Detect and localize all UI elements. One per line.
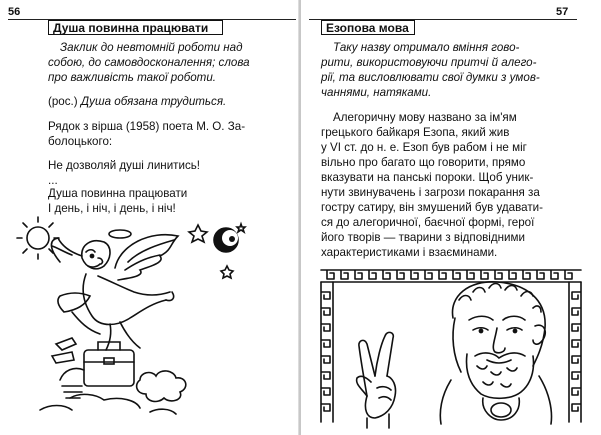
left-page [0, 0, 300, 435]
body-line: характеристиками і взаєминами. [321, 246, 498, 259]
body-line: гостру сатиру, він змушений був удавати- [321, 201, 543, 214]
poem-line: ... [48, 174, 58, 187]
body-line: грецького байкаря Езопа, який жив [321, 126, 510, 139]
moon-icon [214, 228, 238, 252]
cartoon-illustration [0, 0, 300, 435]
star-icon [189, 225, 207, 242]
body-line: у VI ст. до н. е. Езоп був рабом і не міг [321, 141, 527, 154]
poem-line: І день, і ніч, і день, і ніч! [48, 202, 176, 215]
definition-line: про важливість такої роботи. [48, 71, 216, 84]
poem-line: Не дозволяй душі линитись! [48, 159, 201, 172]
body-line: вільно про багато що говорити, прямо [321, 156, 526, 169]
cartoon-illustration [301, 0, 601, 435]
definition-line: рити, використовуючи притчі й алего- [321, 56, 537, 69]
source-line: болоцького: [48, 135, 113, 148]
definition-line: чаннями, натяками. [321, 86, 432, 99]
body-line: Алегоричну мову названо за ім'ям [333, 111, 517, 124]
sun-icon [17, 217, 59, 259]
russian-prefix: (рос.) [48, 95, 81, 108]
star-icon [221, 266, 233, 278]
definition-line: Таку назву отримало вміння гово- [333, 41, 520, 54]
entry-title: Езопова мова [321, 20, 415, 35]
right-page [301, 0, 601, 435]
page-number: 57 [556, 6, 569, 18]
definition-line: рії, та висловлювати свої думки з умов- [321, 71, 540, 84]
star-icon [237, 224, 245, 232]
page-number: 56 [8, 6, 21, 18]
greek-key-border [321, 270, 581, 282]
entry-title: Душа повинна працювати [48, 20, 223, 35]
source-line: Рядок з вірша (1958) поета М. О. За- [48, 120, 246, 133]
body-line: вказувати на панські пороки. Щоб уник- [321, 171, 534, 184]
russian-phrase: Душа обязана трудиться. [80, 95, 227, 108]
definition-line: Заклик до невтомній роботи над [60, 41, 243, 54]
body-line: його творів — тварини з відповідними [321, 231, 525, 244]
definition-line: собою, до самовдосконалення; слова [48, 56, 250, 69]
body-line: нути звинувачень і загрози покарання за [321, 186, 540, 199]
body-line: ся до алегоричної, баєчної формі, герої [321, 216, 535, 229]
poem-line: Душа повинна працювати [48, 187, 188, 200]
